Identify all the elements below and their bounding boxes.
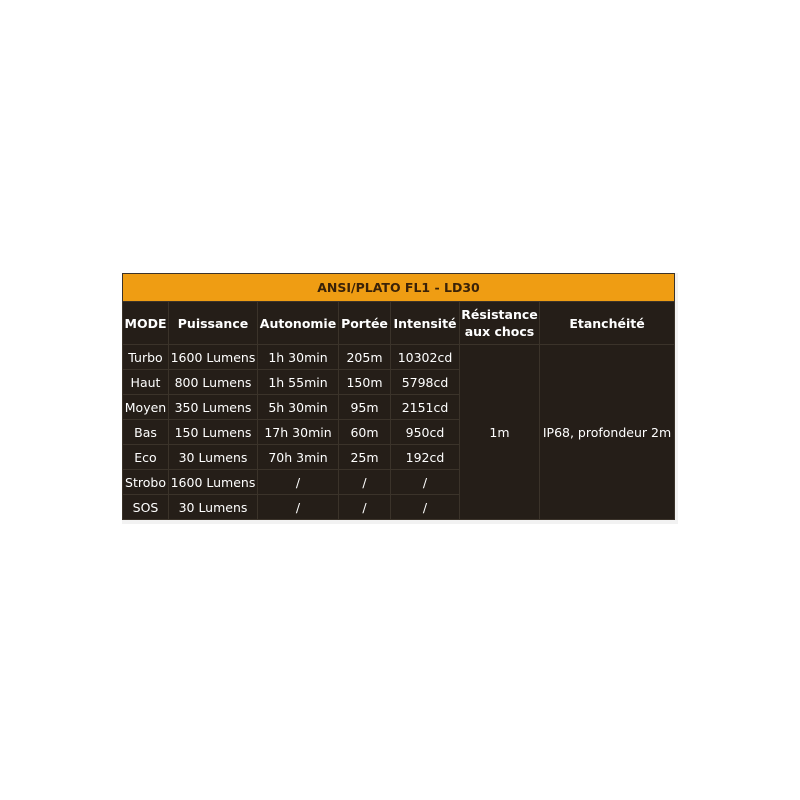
cell-autonomie: 70h 3min	[258, 445, 339, 470]
cell-resistance: 1m	[460, 345, 540, 520]
cell-intensite: /	[391, 470, 460, 495]
cell-portee: 95m	[339, 395, 391, 420]
table-row	[123, 345, 675, 370]
cell-puissance: 1600 Lumens	[169, 470, 258, 495]
cell-intensite: 950cd	[391, 420, 460, 445]
spec-table-frame	[121, 273, 678, 524]
cell-intensite: 5798cd	[391, 370, 460, 395]
cell-autonomie: 1h 55min	[258, 370, 339, 395]
cell-puissance: 30 Lumens	[169, 445, 258, 470]
header-mode: MODE	[123, 302, 169, 345]
cell-portee: 25m	[339, 445, 391, 470]
cell-autonomie: /	[258, 495, 339, 520]
cell-puissance: 30 Lumens	[169, 495, 258, 520]
cell-autonomie: 1h 30min	[258, 345, 339, 370]
header-puissance: Puissance	[169, 302, 258, 345]
cell-mode: Moyen	[123, 395, 169, 420]
cell-autonomie: 5h 30min	[258, 395, 339, 420]
cell-intensite: 192cd	[391, 445, 460, 470]
cell-autonomie: /	[258, 470, 339, 495]
cell-intensite: /	[391, 495, 460, 520]
cell-intensite: 2151cd	[391, 395, 460, 420]
cell-etancheite: IP68, profondeur 2m	[540, 345, 675, 520]
cell-puissance: 1600 Lumens	[169, 345, 258, 370]
cell-puissance: 350 Lumens	[169, 395, 258, 420]
table-title: ANSI/PLATO FL1 - LD30	[123, 274, 675, 302]
header-intensite: Intensité	[391, 302, 460, 345]
cell-portee: 150m	[339, 370, 391, 395]
cell-autonomie: 17h 30min	[258, 420, 339, 445]
table-title-row	[123, 274, 675, 302]
header-resistance: Résistance aux chocs	[460, 302, 540, 345]
cell-mode: Bas	[123, 420, 169, 445]
cell-portee: /	[339, 495, 391, 520]
cell-puissance: 150 Lumens	[169, 420, 258, 445]
spec-table	[122, 273, 675, 520]
cell-mode: Strobo	[123, 470, 169, 495]
cell-mode: Eco	[123, 445, 169, 470]
header-etancheite: Etanchéité	[540, 302, 675, 345]
cell-portee: /	[339, 470, 391, 495]
cell-intensite: 10302cd	[391, 345, 460, 370]
header-portee: Portée	[339, 302, 391, 345]
cell-portee: 60m	[339, 420, 391, 445]
header-autonomie: Autonomie	[258, 302, 339, 345]
cell-mode: SOS	[123, 495, 169, 520]
cell-mode: Haut	[123, 370, 169, 395]
cell-puissance: 800 Lumens	[169, 370, 258, 395]
cell-portee: 205m	[339, 345, 391, 370]
table-header-row	[123, 302, 675, 345]
cell-mode: Turbo	[123, 345, 169, 370]
